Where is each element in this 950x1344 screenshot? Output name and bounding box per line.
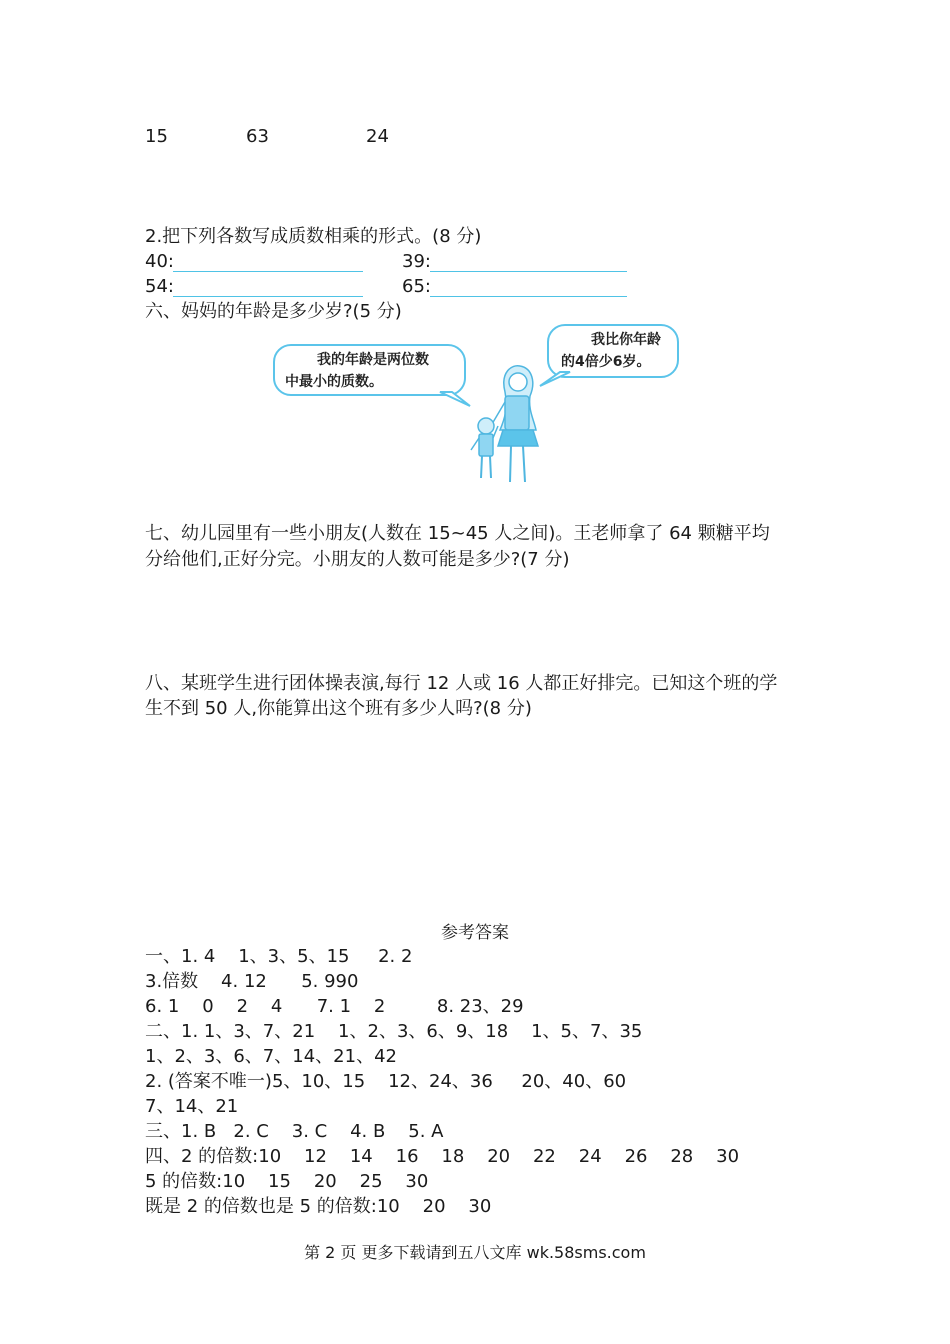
answers-heading: 参考答案 [441,923,509,943]
factor-item-40: 40: [145,251,174,272]
bubble-mother-line-2: 的4倍少6岁。 [561,354,651,370]
q7-line-1: 七、幼儿园里有一些小朋友(人数在 15~45 人之间)。王老师拿了 64 颗糖平均 [145,523,770,544]
number-3: 24 [366,126,389,147]
answer-line: 二、1. 1、3、7、21 1、2、3、6、9、18 1、5、7、35 [145,1021,643,1042]
q6-title: 六、妈妈的年龄是多少岁?(5 分) [145,301,402,322]
bubble-child-line-2: 中最小的质数。 [285,374,383,390]
answer-line: 6. 1 0 2 4 7. 1 2 8. 23、29 [145,996,524,1017]
mother-figure [492,366,538,482]
bubble-mother-line-1: 我比你年龄 [591,332,661,348]
answer-line: 5 的倍数:10 15 20 25 30 [145,1171,429,1192]
q8-line-1: 八、某班学生进行团体操表演,每行 12 人或 16 人都正好排完。已知这个班的学 [145,673,778,694]
answer-line: 1、2、3、6、7、14、21、42 [145,1046,397,1067]
answer-line: 四、2 的倍数:10 12 14 16 18 20 22 24 26 28 30 [145,1146,740,1167]
bubble-child-line-1: 我的年龄是两位数 [317,352,429,368]
mother-child-illustration [0,0,950,500]
child-figure [471,418,498,478]
page-footer: 第 2 页 更多下载请到五八文库 wk.58sms.com [304,1243,646,1262]
factor-item-65: 65: [402,276,431,297]
q8-line-2: 生不到 50 人,你能算出这个班有多少人吗?(8 分) [145,698,532,719]
factor-item-54: 54: [145,276,174,297]
number-1: 15 [145,126,168,147]
answer-line: 3.倍数 4. 12 5. 990 [145,971,359,992]
q7-line-2: 分给他们,正好分完。小朋友的人数可能是多少?(7 分) [145,549,570,570]
number-2: 63 [246,126,269,147]
answer-line: 既是 2 的倍数也是 5 的倍数:10 20 30 [145,1196,492,1217]
answer-line: 2. (答案不唯一)5、10、15 12、24、36 20、40、60 [145,1071,627,1092]
answer-line: 三、1. B 2. C 3. C 4. B 5. A [145,1121,444,1142]
factor-item-39: 39: [402,251,431,272]
answer-line: 7、14、21 [145,1096,239,1117]
answer-line: 一、1. 4 1、3、5、15 2. 2 [145,946,413,967]
q5-2-title: 2.把下列各数写成质数相乘的形式。(8 分) [145,226,482,247]
